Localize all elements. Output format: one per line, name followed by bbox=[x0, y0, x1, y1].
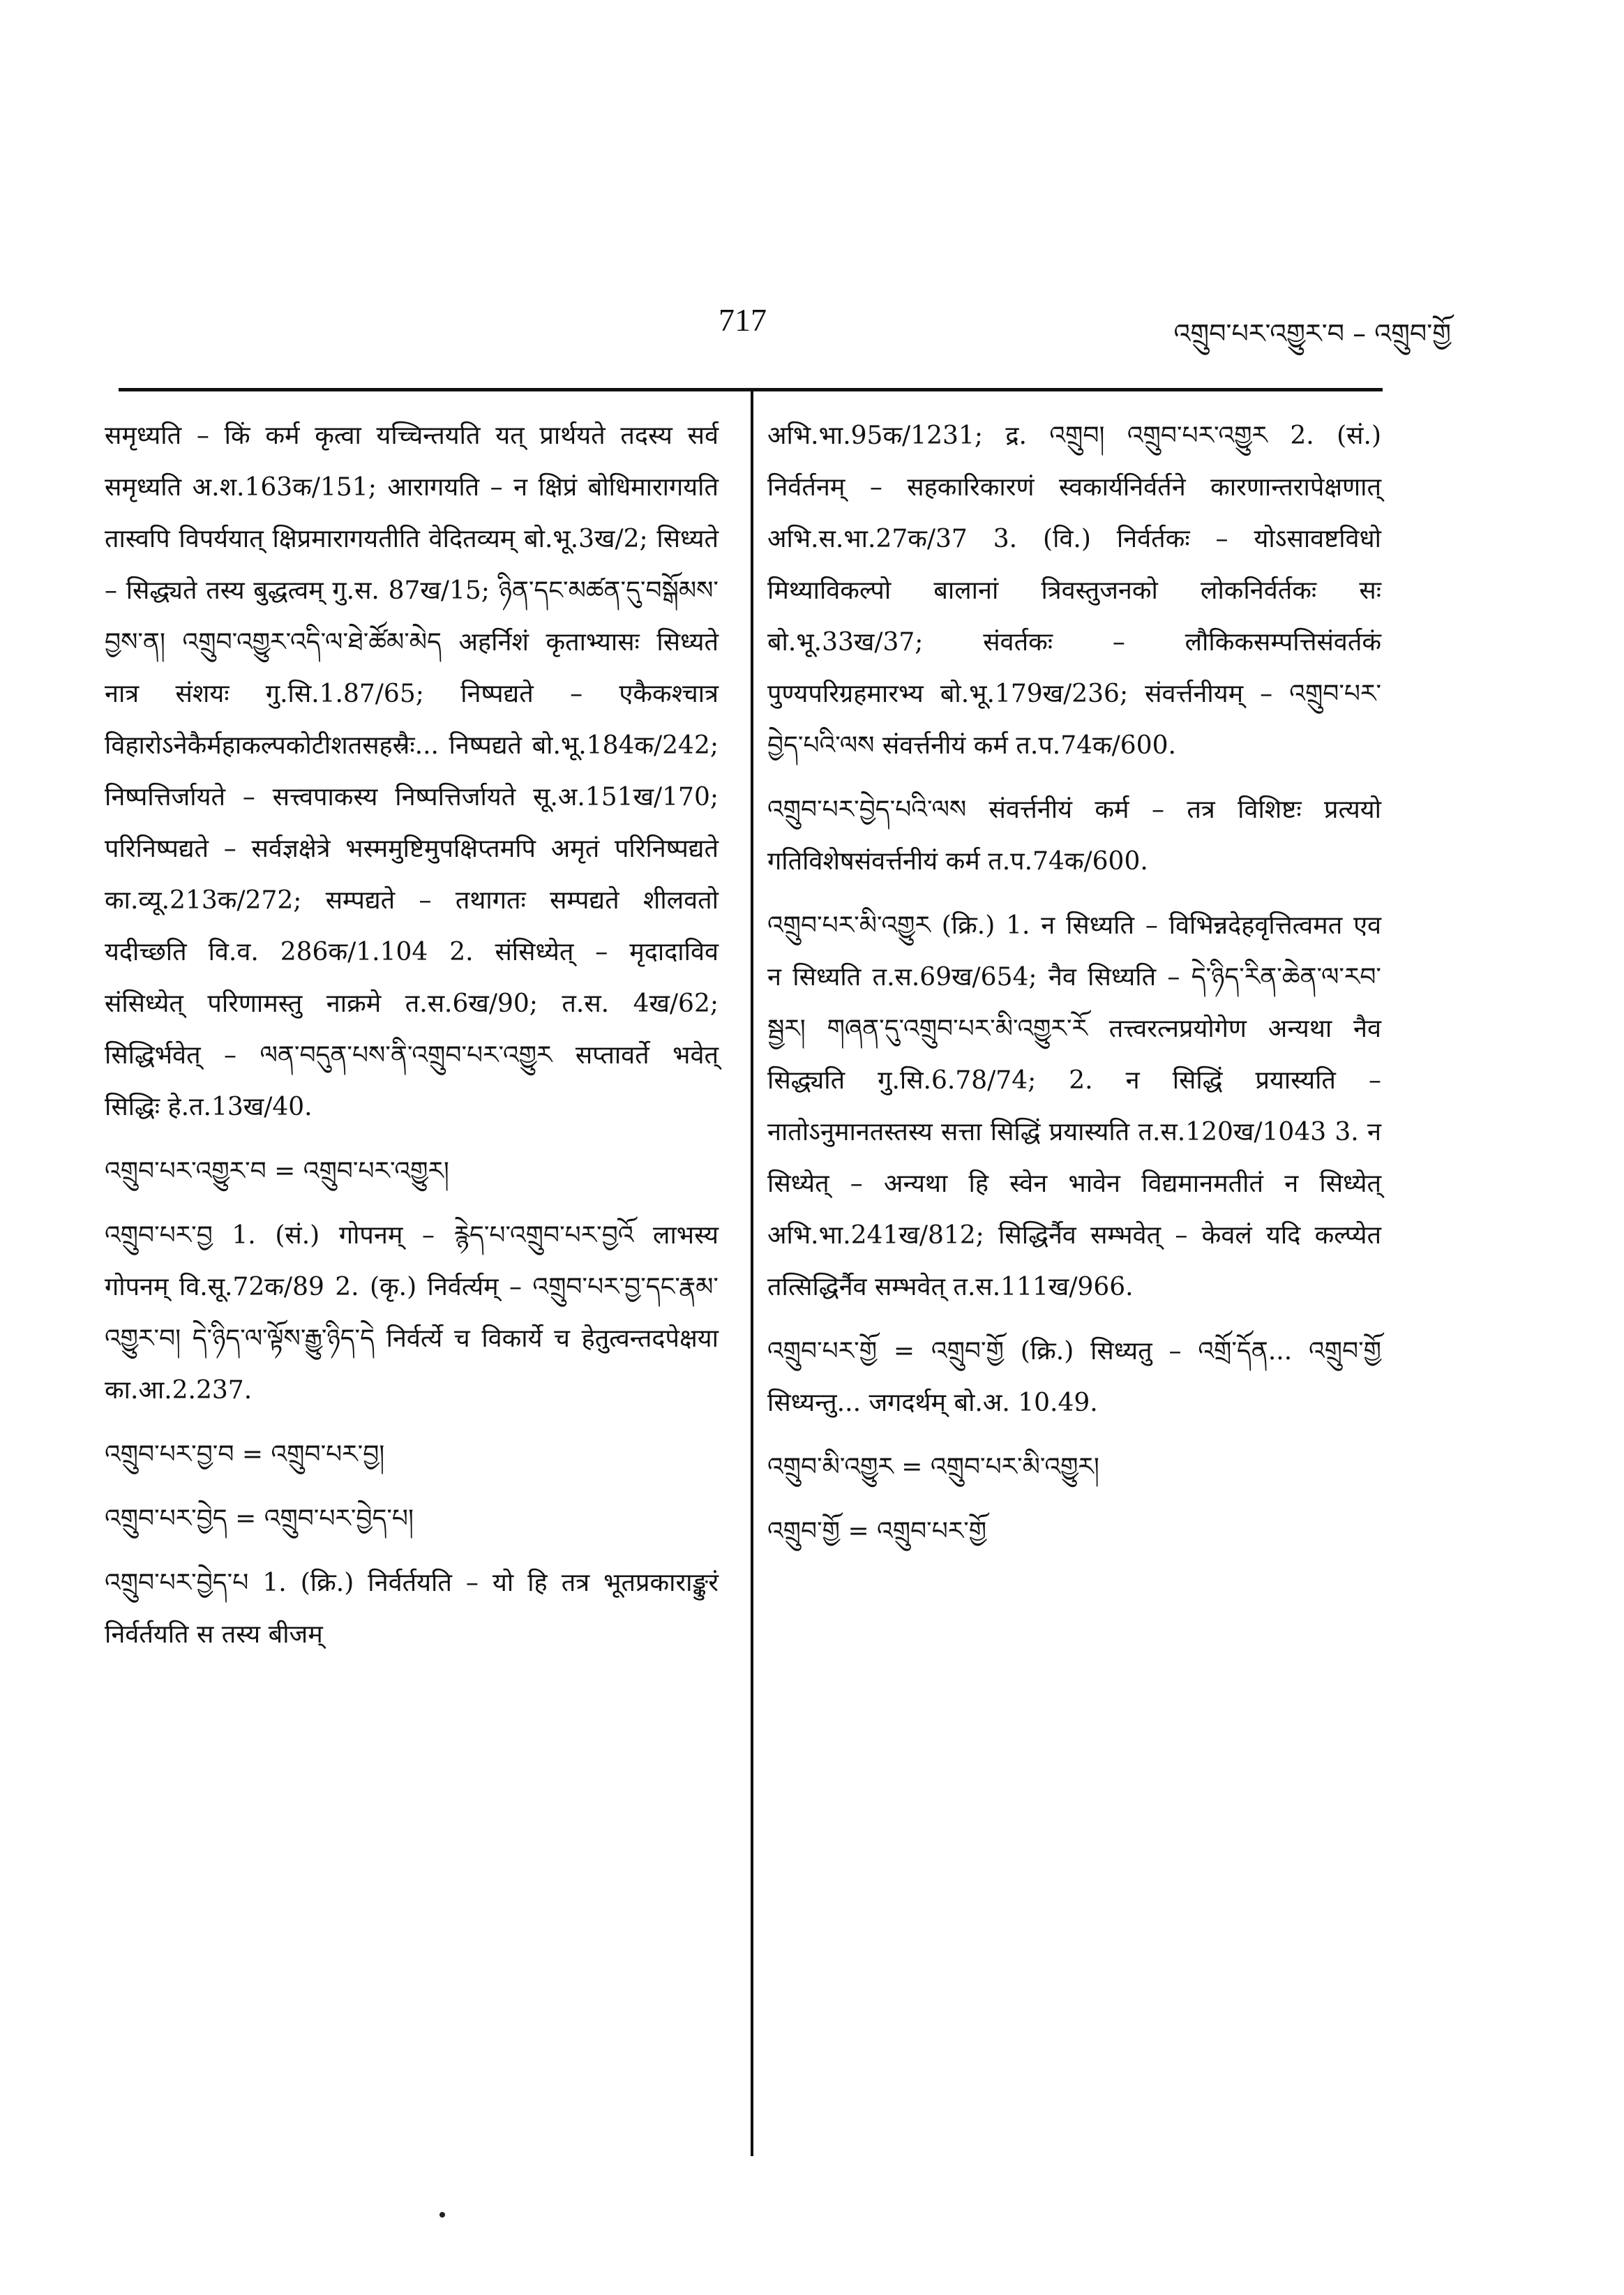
left-entry-4: འགྲུབ་པར་བྱ་བ = འགྲུབ་པར་བྱ། bbox=[105, 1440, 385, 1469]
right-entry-2: འགྲུབ་པར་བྱེད་པའི་ལས संवर्त्तनीयं कर्म – तत्र विशिष्टः प्रत्ययो गतिविशेषसंवर्त्तनीयं कर्म त.प.74क/600. bbox=[767, 795, 1381, 876]
page-number: 717 bbox=[719, 302, 767, 338]
running-head: འགྲུབ་པར་འགྱུར་བ – འགྲུབ་གྱོ bbox=[1173, 318, 1451, 349]
right-entry-5: འགྲུབ་མི་འགྱུར = འགྲུབ་པར་མི་འགྱུར། bbox=[767, 1453, 1099, 1481]
right-column bbox=[767, 410, 1381, 1570]
left-entry-2: འགྲུབ་པར་འགྱུར་བ = འགྲུབ་པར་འགྱུར། bbox=[105, 1157, 449, 1186]
left-entry-6: འགྲུབ་པར་བྱེད་པ 1. (क्रि.) निर्वर्तयति – यो हि तत्र भूतप्रकाराङ्कुरं निर्वर्तयति स तस्य बीजम् bbox=[105, 1569, 719, 1649]
left-entry-3: འགྲུབ་པར་བྱ 1. (सं.) गोपनम् – རྙེད་པ་འགྲུབ་པར་བྱའོ लाभस्य गोपनम् वि.सू.72क/89 2. (कृ.) निर्वर्त्यम् – འགྲུབ་པར་བྱ་དང་རྣམ་འགྱུར་བ། དེ་ཉིད་ལ་ལྟོས་རྒྱུ་ཉིད་དེ निर्वर्त्ये च विकार्ये च हेतुत्वन्तदपेक्षया का.आ.2.237. bbox=[105, 1221, 719, 1405]
left-entry-1: समृध्यति – किं कर्म कृत्वा यच्चिन्तयति यत् प्रार्थयते तदस्य सर्व समृध्यति अ.श.163क/151; आरागयति – न क्षिप्रं बोधिमारागयति तास्वपि विपर्ययात् क्षिप्रमारागयतीति वेदितव्यम् बो.भू.3ख/2; सिध्यते – सिद्ध्यते तस्य बुद्धत्वम् गु.स. 87ख/15; ཉིན་དང་མཚན་དུ་བསྒོམས་བྱས་ན། འགྲུབ་འགྱུར་འདི་ལ་ཐེ་ཚོམ་མེད अहर्निशं कृताभ्यासः सिध्यते नात्र संशयः गु.सि.1.87/65; निष्पद्यते – एकैकश्चात्र विहारोऽनेकैर्महाकल्पकोटीशतसहस्रैः... निष्पद्यते बो.भू.184क/242; निष्पत्तिर्जायते – सत्त्वपाकस्य निष्पत्तिर्जायते सू.अ.151ख/170; परिनिष्पद्यते – सर्वज्ञक्षेत्रे भस्ममुष्टिमुपक्षिप्तमपि अमृतं परिनिष्पद्यते का.व्यू.213क/272; सम्पद्यते – तथागतः सम्पद्यते शीलवतो यदीच्छति वि.व. 286क/1.104 2. संसिध्येत् – मृदादाविव संसिध्येत् परिणामस्तु नाक्रमे त.स.6ख/90; त.स. 4ख/62; सिद्धिर्भवेत् – ལན་བདུན་པས་ནི་འགྲུབ་པར་འགྱུར सप्तावर्ते भवेत् सिद्धिः हे.त.13ख/40. bbox=[105, 421, 719, 1121]
right-entry-3: འགྲུབ་པར་མི་འགྱུར (क्रि.) 1. न सिध्यति – विभिन्नदेहवृत्तित्वमत एव न सिध्यति त.स.69ख/654; नैव सिध्यति – དེ་ཉིད་རིན་ཆེན་ལ་རབ་སྦྱར། གཞན་དུ་འགྲུབ་པར་མི་འགྱུར་རོ तत्त्वरत्नप्रयोगेण अन्यथा नैव सिद्ध्यति गु.सि.6.78/74; 2. न सिद्धिं प्रयास्यति – नातोऽनुमानतस्तस्य सत्ता सिद्धिं प्रयास्यति त.स.120ख/1043 3. न सिध्येत् – अन्यथा हि स्वेन भावेन विद्यमानमतीतं न सिध्येत् अभि.भा.241ख/812; सिद्धिर्नैव सम्भवेत् – केवलं यदि कल्प्येत तत्सिद्धिर्नैव सम्भवेत् त.स.111ख/966. bbox=[767, 911, 1381, 1301]
left-column bbox=[105, 410, 719, 1673]
right-entry-6: འགྲུབ་གྱོ = འགྲུབ་པར་གྱོ bbox=[767, 1517, 987, 1546]
right-entry-4: འགྲུབ་པར་གྱོ = འགྲུབ་གྱོ (क्रि.) सिध्यतु – འགྲོ་དོན... འགྲུབ་གྱོ सिध्यन्तु... जगदर्थम् बो.अ. 10.49. bbox=[767, 1337, 1381, 1417]
stray-dot bbox=[439, 2212, 445, 2218]
right-entry-1: अभि.भा.95क/1231; द्र. འགྲུབ། འགྲུབ་པར་འགྱུར 2. (सं.) निर्वर्तनम् – सहकारिकारणं स्वकार्यनिर्वर्तने कारणान्तरापेक्षणात् अभि.स.भा.27क/37 3. (वि.) निर्वर्तकः – योऽसावष्टविधो मिथ्याविकल्पो बालानां त्रिवस्तुजनको लोकनिर्वर्तकः सः बो.भू.33ख/37; संवर्तकः – लौकिकसम्पत्तिसंवर्तकं पुण्यपरिग्रहमारभ्य बो.भू.179ख/236; संवर्त्तनीयम् – འགྲུབ་པར་བྱེད་པའི་ལས संवर्त्तनीयं कर्म त.प.74क/600. bbox=[767, 421, 1381, 760]
column-divider bbox=[751, 391, 753, 2156]
left-entry-5: འགྲུབ་པར་བྱེད = འགྲུབ་པར་བྱེད་པ། bbox=[105, 1504, 414, 1533]
